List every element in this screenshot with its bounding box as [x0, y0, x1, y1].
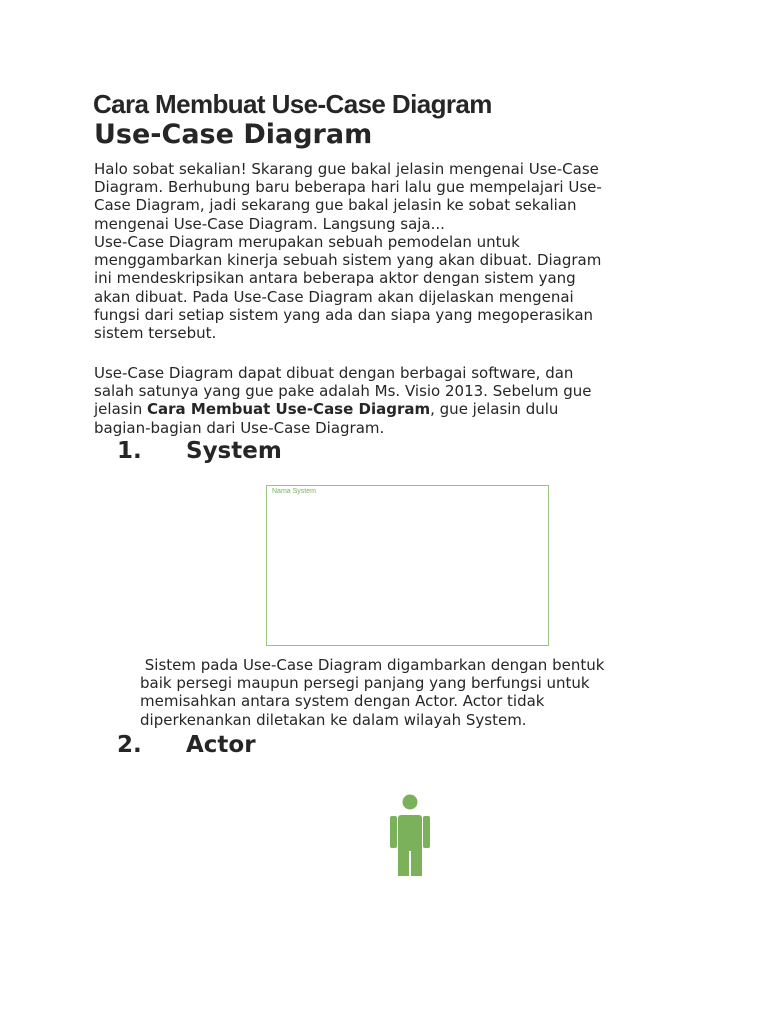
text-line: Sistem pada Use-Case Diagram digambarkan dengan bentuk — [140, 656, 605, 674]
section-title: System — [186, 438, 282, 464]
section-heading-system — [117, 437, 282, 465]
text-line: bagian-bagian dari Use-Case Diagram. — [94, 418, 385, 437]
text-line: diperkenankan diletakan ke dalam wilayah System. — [140, 710, 527, 729]
text-line: baik persegi maupun persegi panjang yang berfungsi untuk — [140, 674, 590, 693]
section-number: 1. — [117, 438, 142, 464]
section-title: Actor — [186, 732, 256, 758]
text-line: mengenai Use-Case Diagram. Langsung saja... — [94, 214, 445, 233]
intro-paragraph — [94, 160, 694, 233]
bold-phrase: Cara Membuat Use-Case Diagram — [147, 400, 431, 419]
text-line: akan dibuat. Pada Use-Case Diagram akan dijelaskan mengenai — [94, 287, 574, 306]
text-line: menggambarkan kinerja sebuah sistem yang akan dibuat. Diagram — [94, 251, 602, 270]
section-heading-actor — [117, 731, 256, 759]
document-subtitle: Use-Case Diagram — [94, 119, 373, 150]
system-name-label: Nama System — [272, 488, 316, 495]
actor-stick-figure-icon — [388, 794, 432, 876]
text-line: fungsi dari setiap sistem yang ada dan siapa yang megoperasikan — [94, 305, 594, 324]
text-line: Use-Case Diagram dapat dibuat dengan berbagai software, dan — [94, 364, 574, 382]
system-description — [140, 656, 740, 729]
text-fragment: jelasin — [94, 400, 148, 419]
visio-paragraph — [94, 364, 694, 437]
text-line: salah satunya yang gue pake adalah Ms. Visio 2013. Sebelum gue — [94, 382, 592, 401]
system-boundary-figure — [266, 485, 549, 646]
text-line: Use-Case Diagram merupakan sebuah pemodelan untuk — [94, 233, 520, 251]
definition-paragraph — [94, 233, 694, 342]
text-line: Halo sobat sekalian! Skarang gue bakal jelasin mengenai Use-Case — [94, 160, 599, 178]
section-number: 2. — [117, 732, 142, 758]
text-line: sistem tersebut. — [94, 324, 217, 343]
text-line: ini mendeskripsikan antara beberapa aktor dengan sistem yang — [94, 269, 576, 288]
text-line: Case Diagram, jadi sekarang gue bakal jelasin ke sobat sekalian — [94, 196, 577, 215]
text-line: Diagram. Berhubung baru beberapa hari lalu gue mempelajari Use- — [94, 178, 602, 197]
text-line: memisahkan antara system dengan Actor. Actor tidak — [140, 692, 545, 711]
document-title: Cara Membuat Use-Case Diagram — [93, 89, 492, 119]
text-line — [94, 400, 694, 418]
text-fragment: , gue jelasin dulu — [430, 400, 559, 419]
